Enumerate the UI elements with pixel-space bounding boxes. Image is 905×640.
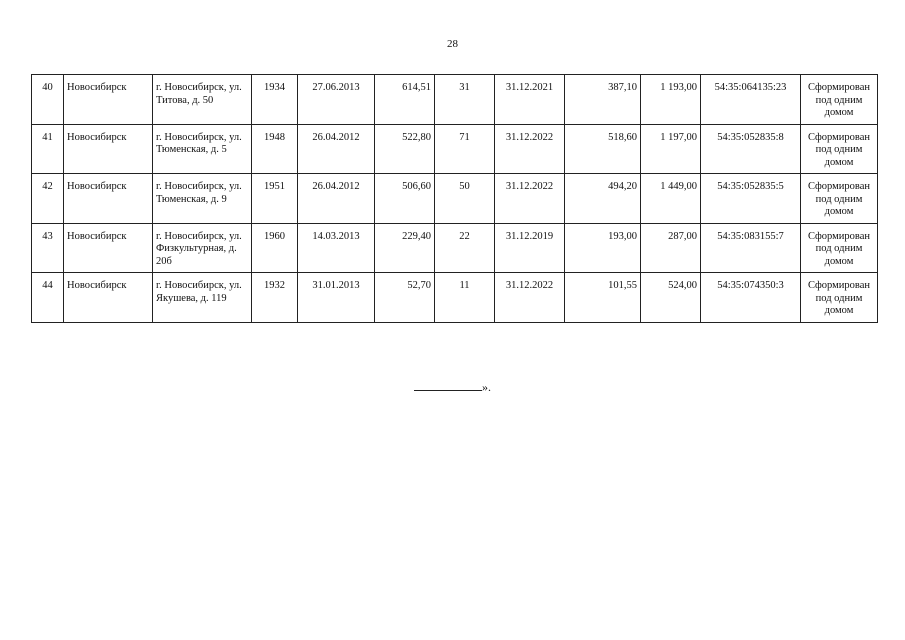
address-cell: г. Новосибирск, ул. Физкультурная, д. 20б (153, 223, 252, 273)
deadline-cell: 31.12.2022 (495, 174, 565, 224)
cadastral-number-cell: 54:35:052835:8 (701, 124, 801, 174)
area2-cell: 494,20 (565, 174, 641, 224)
year-cell: 1951 (252, 174, 298, 224)
land-area-cell: 287,00 (641, 223, 701, 273)
date-cell: 26.04.2012 (298, 124, 375, 174)
city-cell: Новосибирск (64, 124, 153, 174)
city-cell: Новосибирск (64, 223, 153, 273)
land-area-cell: 1 193,00 (641, 75, 701, 125)
table-row (32, 223, 878, 273)
closing-line (0, 378, 905, 395)
year-cell: 1934 (252, 75, 298, 125)
row-number-cell: 42 (32, 174, 64, 224)
row-number-cell: 44 (32, 273, 64, 323)
address-cell: г. Новосибирск, ул. Титова, д. 50 (153, 75, 252, 125)
page-number: 28 (447, 38, 458, 50)
row-number-cell: 40 (32, 75, 64, 125)
row-number-cell: 43 (32, 223, 64, 273)
cadastral-number-cell: 54:35:074350:3 (701, 273, 801, 323)
year-cell: 1948 (252, 124, 298, 174)
land-area-cell: 524,00 (641, 273, 701, 323)
area-cell: 614,51 (375, 75, 435, 125)
cadastral-number-cell: 54:35:064135:23 (701, 75, 801, 125)
area-cell: 506,60 (375, 174, 435, 224)
area-cell: 52,70 (375, 273, 435, 323)
residents-cell: 11 (435, 273, 495, 323)
date-cell: 14.03.2013 (298, 223, 375, 273)
deadline-cell: 31.12.2022 (495, 124, 565, 174)
residents-cell: 71 (435, 124, 495, 174)
city-cell: Новосибирск (64, 174, 153, 224)
status-cell: Сформирован под одним домом (801, 223, 878, 273)
date-cell: 31.01.2013 (298, 273, 375, 323)
date-cell: 26.04.2012 (298, 174, 375, 224)
housing-registry-table (31, 74, 878, 323)
address-cell: г. Новосибирск, ул. Тюменская, д. 5 (153, 124, 252, 174)
address-cell: г. Новосибирск, ул. Якушева, д. 119 (153, 273, 252, 323)
year-cell: 1932 (252, 273, 298, 323)
date-cell: 27.06.2013 (298, 75, 375, 125)
area-cell: 229,40 (375, 223, 435, 273)
cadastral-number-cell: 54:35:052835:5 (701, 174, 801, 224)
table-row (32, 124, 878, 174)
area2-cell: 101,55 (565, 273, 641, 323)
residents-cell: 50 (435, 174, 495, 224)
status-cell: Сформирован под одним домом (801, 273, 878, 323)
table-row (32, 174, 878, 224)
area-cell: 522,80 (375, 124, 435, 174)
area2-cell: 518,60 (565, 124, 641, 174)
status-cell: Сформирован под одним домом (801, 174, 878, 224)
blank-underline (414, 378, 482, 391)
area2-cell: 387,10 (565, 75, 641, 125)
cadastral-number-cell: 54:35:083155:7 (701, 223, 801, 273)
status-cell: Сформирован под одним домом (801, 75, 878, 125)
city-cell: Новосибирск (64, 75, 153, 125)
table-row (32, 273, 878, 323)
address-cell: г. Новосибирск, ул. Тюменская, д. 9 (153, 174, 252, 224)
city-cell: Новосибирск (64, 273, 153, 323)
deadline-cell: 31.12.2022 (495, 273, 565, 323)
area2-cell: 193,00 (565, 223, 641, 273)
deadline-cell: 31.12.2021 (495, 75, 565, 125)
year-cell: 1960 (252, 223, 298, 273)
residents-cell: 22 (435, 223, 495, 273)
closing-quote: ». (482, 380, 491, 394)
deadline-cell: 31.12.2019 (495, 223, 565, 273)
residents-cell: 31 (435, 75, 495, 125)
land-area-cell: 1 197,00 (641, 124, 701, 174)
status-cell: Сформирован под одним домом (801, 124, 878, 174)
row-number-cell: 41 (32, 124, 64, 174)
table-row (32, 75, 878, 125)
land-area-cell: 1 449,00 (641, 174, 701, 224)
